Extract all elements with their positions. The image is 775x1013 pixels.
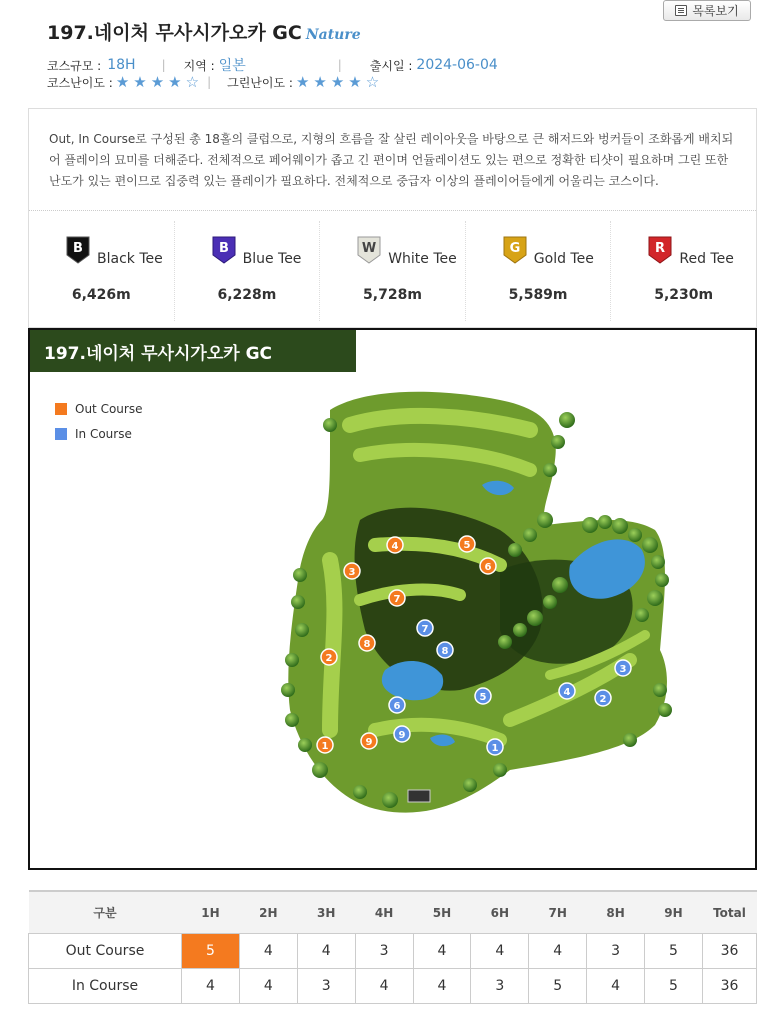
tee-name: Blue Tee — [242, 251, 302, 267]
in-hole-3-marker — [615, 660, 631, 676]
release-date-label: 출시일 : — [369, 58, 413, 73]
in-hole-7-marker — [417, 620, 433, 636]
legend-label: Out Course — [75, 401, 143, 416]
col-header-hole: 9H — [645, 891, 703, 934]
par-cell: 5 — [529, 969, 587, 1004]
info-line-2 — [47, 73, 383, 91]
svg-text:7: 7 — [421, 624, 429, 635]
par-cell: 4 — [355, 969, 413, 1004]
tee-name: Black Tee — [97, 251, 163, 267]
in-hole-2-marker — [595, 690, 611, 706]
out-hole-6-marker — [480, 558, 496, 574]
par-cell: 5 — [645, 969, 703, 1004]
blue-tee-badge-icon — [211, 235, 237, 265]
svg-text:B: B — [73, 241, 83, 256]
svg-text:7: 7 — [393, 594, 401, 605]
out-hole-8-marker — [359, 635, 375, 651]
col-header-hole: 3H — [297, 891, 355, 934]
svg-text:1: 1 — [321, 741, 329, 752]
legend-swatch — [55, 403, 67, 415]
svg-text:3: 3 — [348, 567, 356, 578]
svg-text:8: 8 — [363, 639, 371, 650]
svg-text:5: 5 — [463, 540, 471, 551]
separator: | — [337, 58, 342, 72]
scorecard-header-row — [29, 891, 757, 934]
in-hole-4-marker — [559, 683, 575, 699]
black-tee-badge-icon — [65, 235, 91, 265]
svg-text:4: 4 — [391, 541, 399, 552]
in-hole-5-marker — [475, 688, 491, 704]
par-cell: 4 — [413, 969, 471, 1004]
svg-text:6: 6 — [484, 562, 492, 573]
tee-distance: 5,728m — [363, 287, 422, 303]
tee-name: Red Tee — [679, 251, 734, 267]
map-title: 197.네이처 무사시가오카 GC — [30, 330, 356, 372]
green-difficulty-stars: ★★★★☆ — [295, 73, 384, 91]
in-hole-1-marker — [487, 739, 503, 755]
svg-text:G: G — [509, 241, 521, 256]
par-cell: 4 — [413, 934, 471, 969]
svg-text:1: 1 — [491, 743, 499, 754]
in-hole-6-marker — [389, 697, 405, 713]
svg-text:9: 9 — [365, 737, 373, 748]
row-label-out-course: Out Course — [29, 934, 182, 969]
legend-swatch — [55, 428, 67, 440]
svg-text:B: B — [218, 241, 229, 256]
tee-red — [611, 221, 756, 321]
tee-black — [29, 221, 175, 321]
separator: | — [207, 75, 212, 89]
course-difficulty-label: 코스난이도 : — [47, 75, 113, 90]
tee-list — [29, 221, 756, 321]
col-header-total: Total — [703, 891, 757, 934]
legend-item-in — [55, 421, 142, 446]
total-cell: 36 — [703, 969, 757, 1004]
svg-text:2: 2 — [599, 694, 607, 705]
svg-text:5: 5 — [479, 692, 487, 703]
par-cell: 4 — [587, 969, 645, 1004]
svg-text:R: R — [655, 241, 666, 256]
par-cell: 4 — [297, 934, 355, 969]
col-header-hole: 1H — [182, 891, 240, 934]
list-icon — [675, 5, 687, 16]
col-header-hole: 6H — [471, 891, 529, 934]
par-cell: 4 — [529, 934, 587, 969]
col-header-hole: 7H — [529, 891, 587, 934]
par-cell: 4 — [182, 969, 240, 1004]
region-label: 지역 : — [183, 58, 215, 73]
svg-text:W: W — [362, 241, 377, 256]
list-view-button[interactable] — [663, 0, 751, 21]
course-map-panel — [28, 328, 757, 870]
table-row — [29, 934, 757, 969]
svg-text:8: 8 — [441, 646, 449, 657]
tee-white — [320, 221, 466, 321]
course-difficulty-stars: ★★★★☆ — [115, 73, 204, 91]
par-cell: 3 — [297, 969, 355, 1004]
svg-text:9: 9 — [398, 730, 406, 741]
tee-distance: 6,426m — [71, 287, 131, 303]
tee-distance: 5,230m — [654, 287, 714, 303]
total-cell: 36 — [703, 934, 757, 969]
region-value: 일본 — [218, 58, 246, 74]
legend-label: In Course — [75, 426, 132, 441]
tee-name: Gold Tee — [533, 251, 594, 267]
par-cell: 3 — [471, 969, 529, 1004]
legend-item-out — [55, 396, 142, 421]
info-line-1 — [47, 55, 498, 75]
col-header-hole: 8H — [587, 891, 645, 934]
out-hole-5-marker — [459, 536, 475, 552]
separator: | — [161, 58, 166, 72]
par-cell: 4 — [471, 934, 529, 969]
col-header-hole: 5H — [413, 891, 471, 934]
white-tee-badge-icon — [356, 235, 382, 265]
course-scale-label: 코스규모 : — [47, 58, 102, 73]
in-hole-8-marker — [437, 642, 453, 658]
col-header-hole: 4H — [355, 891, 413, 934]
scorecard-table — [28, 890, 757, 1004]
out-hole-2-marker — [321, 649, 337, 665]
tee-distance: 6,228m — [217, 287, 277, 303]
nature-brand-logo: Nature — [305, 27, 361, 43]
map-legend — [55, 396, 142, 446]
green-difficulty-label: 그린난이도 : — [227, 75, 293, 90]
out-hole-3-marker — [344, 563, 360, 579]
tee-blue — [175, 221, 321, 321]
tee-name: White Tee — [388, 251, 457, 267]
course-info-box — [28, 108, 757, 328]
gold-tee-badge-icon — [502, 235, 528, 265]
svg-text:4: 4 — [563, 687, 571, 698]
out-hole-4-marker — [387, 537, 403, 553]
col-header-hole: 2H — [239, 891, 297, 934]
svg-text:6: 6 — [393, 701, 401, 712]
par-cell: 5 — [645, 934, 703, 969]
course-scale-value: 18H — [107, 57, 136, 73]
svg-text:3: 3 — [619, 664, 627, 675]
out-hole-9-marker — [361, 733, 377, 749]
par-cell: 4 — [239, 969, 297, 1004]
par-cell: 3 — [355, 934, 413, 969]
red-tee-badge-icon — [647, 235, 673, 265]
out-hole-7-marker — [389, 590, 405, 606]
course-description: Out, In Course로 구성된 총 18홀의 클럽으로, 지형의 흐름을 잘 살린 레이아웃을 바탕으로 큰 해저드와 벙커들이 조화롭게 배치되어 플레이의 묘미를 더해준다. 전체적으로 페어웨이가 좁고 긴 편이며 언듈레이션도 있는 편으로 정확한 티샷이 필요하며 그린 또한 난도가 있는 편이므로 집중력 있는 플레이가 필요하다. 전체적으로 중급자 이상의 플레이어들에게 어울리는 코스이다. — [49, 132, 734, 188]
tee-gold — [466, 221, 612, 321]
tee-distance: 5,589m — [508, 287, 568, 303]
svg-text:2: 2 — [325, 653, 333, 664]
release-date-value: 2024-06-04 — [416, 57, 498, 73]
out-hole-1-marker — [317, 737, 333, 753]
par-cell: 3 — [587, 934, 645, 969]
list-view-label: 목록보기 — [692, 4, 739, 18]
par-cell-highlighted: 5 — [182, 934, 240, 969]
row-label-in-course: In Course — [29, 969, 182, 1004]
in-hole-9-marker — [394, 726, 410, 742]
divider — [29, 210, 756, 211]
table-row — [29, 969, 757, 1004]
page-title: 197.네이처 무사시가오카 GC — [47, 22, 302, 44]
col-header-category: 구분 — [29, 891, 182, 934]
par-cell: 4 — [239, 934, 297, 969]
clubhouse — [408, 790, 430, 802]
course-header — [47, 18, 361, 45]
